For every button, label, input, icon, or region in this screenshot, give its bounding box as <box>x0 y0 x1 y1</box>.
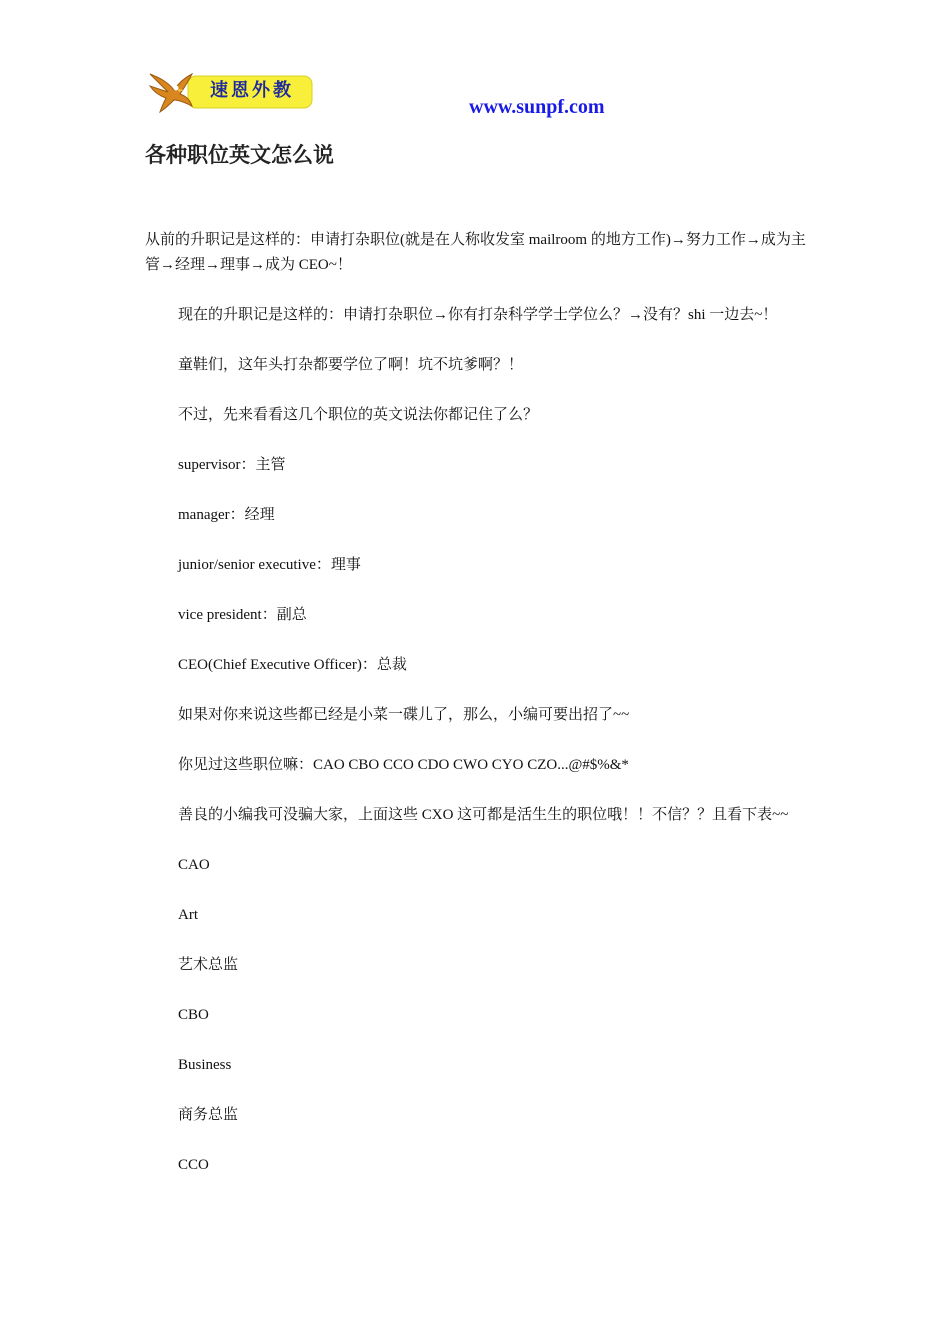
term-executive: junior/senior executive：理事 <box>178 556 361 573</box>
list-item: CAO <box>178 856 210 873</box>
term-manager: manager：经理 <box>178 506 275 523</box>
term-vice-president: vice president：副总 <box>178 606 307 623</box>
list-item: CBO <box>178 1006 209 1023</box>
sunpf-logo <box>146 68 314 116</box>
paragraph: 如果对你来说这些都已经是小菜一碟儿了，那么，小编可要出招了~~ <box>178 706 630 723</box>
list-item: Business <box>178 1056 232 1073</box>
list-item: CCO <box>178 1156 209 1173</box>
list-item: 商务总监 <box>178 1106 239 1123</box>
term-ceo: CEO(Chief Executive Officer)：总裁 <box>178 656 407 673</box>
paragraph: 从前的升职记是这样的：申请打杂职位(就是在人称收发室 mailroom 的地方工作)→努力工作→成为主管→经理→理事→成为 CEO~！ <box>145 232 806 273</box>
site-url-link[interactable]: www.sunpf.com <box>469 96 605 118</box>
paragraph: 不过，先来看看这几个职位的英文说法你都记住了么？ <box>178 406 539 423</box>
list-item: 艺术总监 <box>178 956 239 973</box>
term-supervisor: supervisor：主管 <box>178 456 286 473</box>
page-title: 各种职位英文怎么说 <box>145 143 334 167</box>
logo-text: 速恩外教 <box>210 80 294 101</box>
paragraph: 善良的小编我可没骗大家，上面这些 CXO 这可都是活生生的职位哦！！不信？？且看下表~~ <box>178 806 789 823</box>
paragraph: 现在的升职记是这样的：申请打杂职位→你有打杂科学学士学位么？→没有？shi 一边去~！ <box>178 306 778 323</box>
list-item: Art <box>178 906 198 923</box>
eagle-icon <box>150 74 192 112</box>
article-body <box>145 228 808 1203</box>
paragraph: 你见过这些职位嘛：CAO CBO CCO CDO CWO CYO CZO...@#$%&* <box>178 756 629 773</box>
paragraph: 童鞋们，这年头打杂都要学位了啊！坑不坑爹啊？！ <box>178 356 524 373</box>
